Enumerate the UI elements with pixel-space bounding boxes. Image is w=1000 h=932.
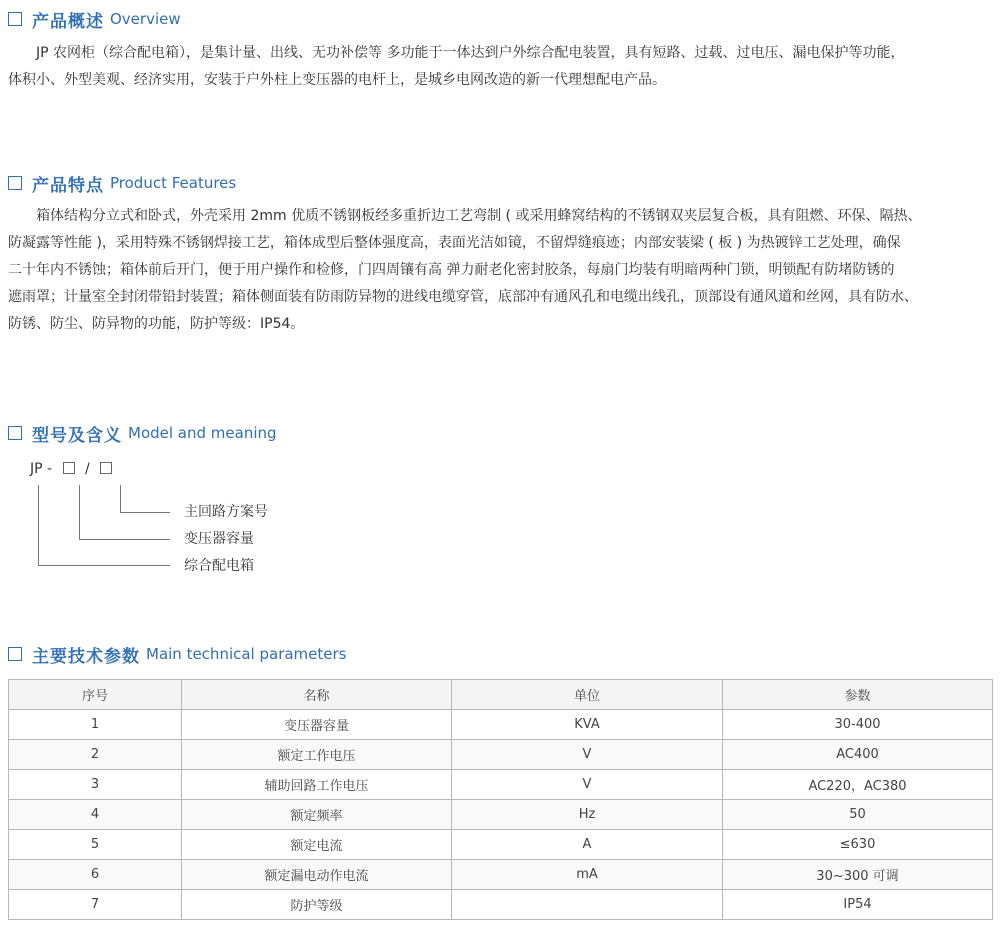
cell-index: 5 — [9, 830, 182, 860]
cell-index: 4 — [9, 800, 182, 830]
model-heading — [8, 420, 277, 446]
cell-value: 30-400 — [723, 710, 993, 740]
cell-unit: mA — [452, 860, 723, 890]
scheme-placeholder-box — [100, 462, 112, 474]
features-line: 遮雨罩；计量室全封闭带铅封装置；箱体侧面装有防雨防异物的进线电缆穿管，底部冲有通风孔和电缆出线孔，顶部设有通风道和丝网，具有防水、 — [8, 289, 918, 305]
cell-name: 防护等级 — [182, 890, 452, 920]
model-diagram — [0, 455, 400, 585]
square-bullet-icon — [8, 426, 22, 440]
model-separator: / — [84, 461, 90, 477]
cell-value: AC220，AC380 — [723, 770, 993, 800]
cell-value: 50 — [723, 800, 993, 830]
model-title-en: Model and meaning — [128, 424, 277, 442]
features-line: 箱体结构分立式和卧式，外壳采用 2mm 优质不锈钢板经多重折边工艺弯制 ( 或采用蜂窝结构的不锈钢双夹层复合板，具有阻燃、环保、隔热、 — [36, 208, 922, 224]
cell-name: 额定工作电压 — [182, 740, 452, 770]
table-row — [9, 800, 993, 830]
cell-value: ≤630 — [723, 830, 993, 860]
table-row — [9, 860, 993, 890]
model-title-zh: 型号及含义 — [32, 425, 122, 446]
overview-paragraph — [8, 40, 996, 94]
cell-name: 辅助回路工作电压 — [182, 770, 452, 800]
table-row — [9, 830, 993, 860]
model-label-box: 综合配电箱 — [184, 558, 254, 574]
model-code — [30, 461, 112, 477]
table-row — [9, 710, 993, 740]
cell-index: 6 — [9, 860, 182, 890]
cell-value: AC400 — [723, 740, 993, 770]
overview-heading — [8, 6, 181, 32]
leader-line — [38, 565, 170, 566]
cell-unit — [452, 890, 723, 920]
square-bullet-icon — [8, 647, 22, 661]
params-title-en: Main technical parameters — [146, 645, 347, 663]
cell-value: IP54 — [723, 890, 993, 920]
cell-unit: V — [452, 770, 723, 800]
square-bullet-icon — [8, 12, 22, 26]
model-prefix: JP - — [30, 461, 53, 477]
overview-line: 体积小、外型美观、经济实用，安装于户外柱上变压器的电杆上，是城乡电网改造的新一代理想配电产品。 — [8, 72, 666, 88]
leader-line — [120, 485, 121, 513]
parameters-table — [8, 679, 993, 920]
features-title-zh: 产品特点 — [32, 175, 104, 196]
model-label-capacity: 变压器容量 — [184, 531, 254, 547]
features-line: 防锈、防尘、防异物的功能，防护等级：IP54。 — [8, 316, 305, 332]
table-row — [9, 770, 993, 800]
cell-name: 额定漏电动作电流 — [182, 860, 452, 890]
overview-line: JP 农网柜（综合配电箱），是集计量、出线、无功补偿等 多功能于一体达到户外综合配电装置，具有短路、过载、过电压、漏电保护等功能， — [36, 45, 905, 61]
cell-unit: A — [452, 830, 723, 860]
features-line: 防凝露等性能 )，采用特殊不锈钢焊接工艺，箱体成型后整体强度高，表面光洁如镜，不留焊缝痕迹；内部安装梁 ( 板 ) 为热镀锌工艺处理，确保 — [8, 235, 901, 251]
cell-name: 变压器容量 — [182, 710, 452, 740]
col-header-unit: 单位 — [452, 680, 723, 710]
table-row — [9, 890, 993, 920]
cell-unit: Hz — [452, 800, 723, 830]
cell-index: 7 — [9, 890, 182, 920]
table-row — [9, 740, 993, 770]
col-header-index: 序号 — [9, 680, 182, 710]
overview-title-en: Overview — [110, 10, 181, 28]
params-heading — [8, 641, 347, 667]
cell-index: 3 — [9, 770, 182, 800]
overview-title-zh: 产品概述 — [32, 11, 104, 32]
params-title-zh: 主要技术参数 — [32, 646, 140, 667]
cell-name: 额定电流 — [182, 830, 452, 860]
features-line: 二十年内不锈蚀；箱体前后开门，便于用户操作和检修，门四周镶有高 弹力耐老化密封胶条，每扇门均装有明暗两种门锁，明锁配有防堵防锈的 — [8, 262, 895, 278]
table-header-row — [9, 680, 993, 710]
cell-index: 1 — [9, 710, 182, 740]
col-header-value: 参数 — [723, 680, 993, 710]
leader-line — [120, 512, 170, 513]
features-heading — [8, 170, 236, 196]
features-paragraph — [8, 203, 996, 338]
cell-name: 额定频率 — [182, 800, 452, 830]
col-header-name: 名称 — [182, 680, 452, 710]
capacity-placeholder-box — [63, 462, 75, 474]
square-bullet-icon — [8, 176, 22, 190]
features-title-en: Product Features — [110, 174, 237, 192]
leader-line — [38, 485, 39, 566]
cell-unit: V — [452, 740, 723, 770]
cell-value: 30~300 可调 — [723, 860, 993, 890]
cell-index: 2 — [9, 740, 182, 770]
cell-unit: KVA — [452, 710, 723, 740]
leader-line — [79, 539, 170, 540]
model-label-scheme: 主回路方案号 — [184, 504, 268, 520]
leader-line — [79, 485, 80, 540]
